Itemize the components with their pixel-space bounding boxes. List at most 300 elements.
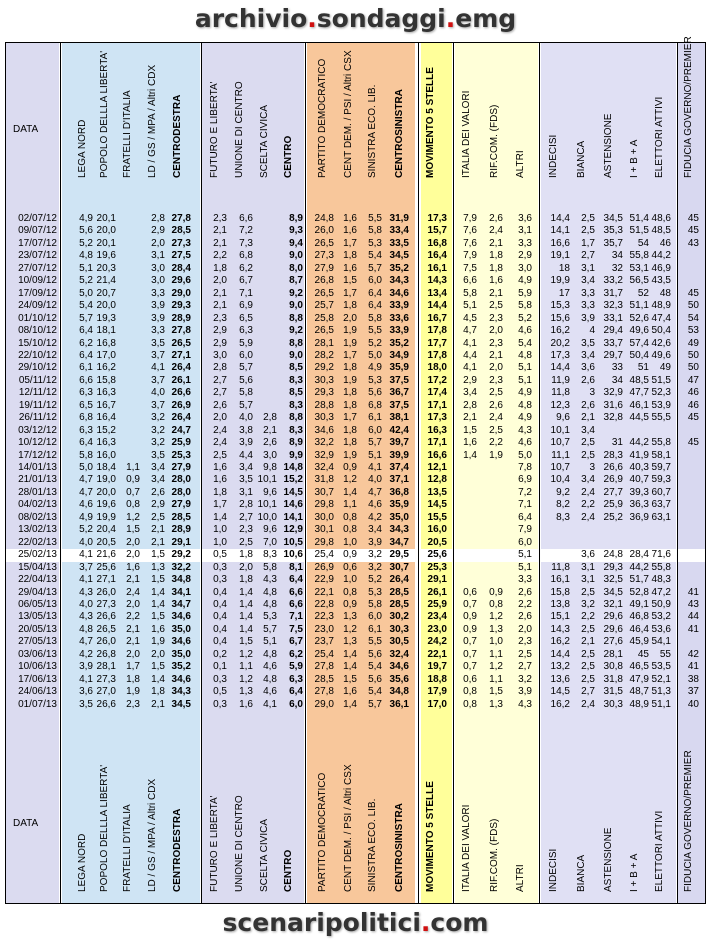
data-cell-idv: 0,7	[463, 598, 477, 610]
data-cell-pdl: 28,1	[96, 661, 116, 673]
data-cell-ibA: 56,5	[629, 275, 649, 287]
data-cell-ibA: 44,2	[629, 561, 649, 573]
data-cell-udc: 1,5	[239, 636, 253, 648]
data-cell-astensione: 34,5	[603, 586, 623, 598]
data-cell-cdx: 34,1	[171, 586, 191, 598]
data-cell-sel: 5,3	[368, 237, 382, 249]
data-cell-ibA: 46,5	[629, 661, 649, 673]
data-cell-m5s: 17,1	[427, 399, 447, 411]
data-cell-indecisi: 14,1	[550, 225, 570, 237]
column-header-top-cd: CENT DEM. / PSI / Altri CSX	[343, 50, 354, 178]
data-cell-idv: 4,4	[463, 349, 477, 361]
data-cell-pd: 23,0	[314, 623, 334, 635]
data-cell-lega: 5,7	[79, 312, 93, 324]
data-cell-fli: 0,2	[213, 648, 227, 660]
brand-header	[0, 4, 711, 33]
data-cell-csx: 34,3	[389, 524, 409, 536]
data-cell-elettori: 48,3	[651, 574, 671, 586]
data-cell-sel: 5,0	[368, 349, 382, 361]
date-header-top: DATA	[13, 124, 39, 135]
data-cell-cdx: 27,9	[171, 499, 191, 511]
data-cell-ibA: 55,8	[629, 250, 649, 262]
data-cell-pd: 30,3	[314, 412, 334, 424]
row-date: 04/02/13	[18, 499, 57, 511]
data-cell-ibA: 47,7	[629, 387, 649, 399]
data-cell-ld: 3,0	[151, 262, 165, 274]
data-cell-lega: 4,1	[79, 574, 93, 586]
data-cell-udc: 2,5	[239, 536, 253, 548]
data-cell-ibA: 41,9	[629, 449, 649, 461]
data-cell-lega: 4,7	[79, 486, 93, 498]
data-cell-sel: 6,0	[368, 611, 382, 623]
data-cell-cdx: 27,8	[171, 325, 191, 337]
data-cell-sel: 5,8	[368, 225, 382, 237]
data-cell-ld: 3,1	[151, 250, 165, 262]
data-cell-rif: 1,2	[489, 611, 503, 623]
data-cell-udc: 1,4	[239, 586, 253, 598]
data-cell-udc: 2,7	[239, 511, 253, 523]
data-cell-elettori: 63,1	[651, 511, 671, 523]
data-cell-fdi: 1,8	[126, 673, 140, 685]
data-cell-cd: 1,9	[343, 374, 357, 386]
data-cell-m5s: 15,5	[427, 511, 447, 523]
data-cell-cdx: 35,0	[171, 648, 191, 660]
data-cell-udc: 1,1	[239, 661, 253, 673]
data-cell-ibA: 48,7	[629, 686, 649, 698]
data-cell-ld: 1,4	[151, 598, 165, 610]
data-cell-cd: 1,1	[343, 499, 357, 511]
data-cell-csx: 37,5	[389, 374, 409, 386]
column-header-bottom-pd: PARTITO DEMOCRATICO	[317, 772, 328, 892]
data-cell-indecisi: 14,5	[550, 686, 570, 698]
data-cell-cd: 1,6	[343, 225, 357, 237]
data-cell-indecisi: 14,4	[550, 213, 570, 224]
data-cell-fli: 2,8	[213, 362, 227, 374]
data-cell-m5s: 19,7	[427, 661, 447, 673]
data-cell-rif: 2,2	[489, 437, 503, 449]
data-cell-cdx: 34,6	[171, 636, 191, 648]
data-cell-cd: 1,3	[343, 611, 357, 623]
data-cell-cd: 1,0	[343, 536, 357, 548]
data-cell-sel: 6,0	[368, 424, 382, 436]
data-cell-csx: 32,4	[389, 648, 409, 660]
data-cell-ibA: 57,4	[629, 337, 649, 349]
data-cell-centro: 9,3	[289, 225, 303, 237]
data-cell-indecisi: 10,4	[550, 474, 570, 486]
data-cell-fiducia: 46	[687, 399, 699, 411]
data-cell-cd: 1,7	[343, 287, 357, 299]
data-cell-ibA: 46,8	[629, 611, 649, 623]
data-cell-lega: 5,8	[79, 449, 93, 461]
data-cell-cd: 1,8	[343, 362, 357, 374]
data-cell-elettori: 52,3	[651, 387, 671, 399]
data-cell-centro: 14,1	[283, 511, 303, 523]
data-cell-sc: 9,6	[263, 524, 277, 536]
row-date: 27/05/13	[18, 636, 57, 648]
data-cell-udc: 5,7	[239, 399, 253, 411]
data-cell-csx: 39,7	[389, 437, 409, 449]
column-header-top-pdl: POPOLO DELLLA LIBERTA'	[99, 50, 110, 178]
data-cell-fdi: 2,0	[126, 648, 140, 660]
data-cell-fdi: 1,2	[126, 511, 140, 523]
column-header-bottom-astensione: ASTENSIONE	[603, 827, 614, 892]
data-cell-indecisi: 19,1	[550, 250, 570, 262]
data-cell-udc: 1,4	[239, 611, 253, 623]
data-cell-altri: 5,8	[518, 300, 532, 312]
data-cell-m5s: 16,7	[427, 312, 447, 324]
data-cell-centro: 9,0	[289, 300, 303, 312]
data-cell-cd: 1,7	[343, 412, 357, 424]
data-cell-ld: 3,3	[151, 287, 165, 299]
data-cell-bianca: 2,4	[581, 486, 595, 498]
data-cell-lega: 6,1	[79, 362, 93, 374]
brand-part: archivio	[194, 4, 308, 33]
data-cell-altri: 7,1	[518, 499, 532, 511]
data-cell-ibA: 46,4	[629, 623, 649, 635]
data-cell-fiducia: 45	[687, 225, 699, 237]
data-cell-astensione: 30,8	[603, 661, 623, 673]
table-border	[5, 903, 706, 904]
data-cell-altri: 5,9	[518, 287, 532, 299]
data-cell-lega: 6,3	[79, 387, 93, 399]
data-cell-altri: 3,1	[518, 225, 532, 237]
data-cell-fli: 1,8	[213, 262, 227, 274]
data-cell-idv: 7,6	[463, 225, 477, 237]
data-cell-lega: 6,4	[79, 349, 93, 361]
data-cell-udc: 6,8	[239, 250, 253, 262]
data-cell-sel: 5,5	[368, 325, 382, 337]
data-cell-elettori: 48,9	[651, 300, 671, 312]
data-cell-altri: 5,1	[518, 362, 532, 374]
data-cell-m5s: 17,4	[427, 387, 447, 399]
data-cell-altri: 7,8	[518, 462, 532, 473]
column-header-bottom-idv: ITALIA DEI VALORI	[461, 804, 472, 892]
data-cell-centro: 6,6	[289, 586, 303, 598]
data-cell-elettori: 55,8	[651, 437, 671, 449]
data-cell-astensione: 33,2	[603, 275, 623, 287]
data-cell-ld: 1,5	[151, 611, 165, 623]
data-cell-elettori: 48,6	[651, 213, 671, 224]
data-cell-pdl: 20,1	[96, 213, 116, 224]
data-cell-elettori: 53,5	[651, 661, 671, 673]
data-cell-cd: 1,6	[343, 213, 357, 224]
data-cell-m5s: 16,3	[427, 424, 447, 436]
data-cell-sc: 5,7	[263, 623, 277, 635]
data-cell-centro: 9,4	[289, 237, 303, 249]
data-cell-indecisi: 13,6	[550, 673, 570, 685]
data-cell-pdl: 20,4	[96, 524, 116, 536]
data-cell-m5s: 25,6	[427, 549, 447, 561]
data-cell-udc: 3,4	[239, 462, 253, 473]
data-cell-fiducia: 41	[687, 661, 699, 673]
data-cell-fdi: 1,6	[126, 561, 140, 573]
data-cell-cd: 1,4	[343, 661, 357, 673]
data-cell-ld: 3,9	[151, 312, 165, 324]
data-cell-pd: 25,4	[314, 648, 334, 660]
column-header-bottom-fdi: FRATELLI D'ITALIA	[122, 804, 133, 892]
data-cell-csx: 38,1	[389, 412, 409, 424]
data-cell-udc: 6,0	[239, 349, 253, 361]
data-cell-astensione: 31,6	[603, 399, 623, 411]
data-cell-astensione: 29,4	[603, 325, 623, 337]
data-cell-fiducia: 44	[687, 611, 699, 623]
data-cell-centro: 9,0	[289, 250, 303, 262]
data-cell-idv: 1,4	[463, 449, 477, 461]
data-cell-sc: 9,8	[263, 462, 277, 473]
data-cell-csx: 28,5	[389, 586, 409, 598]
row-date: 03/06/13	[18, 648, 57, 660]
data-cell-cdx: 28,9	[171, 312, 191, 324]
data-cell-astensione: 32,5	[603, 574, 623, 586]
data-cell-ibA: 51,7	[629, 574, 649, 586]
data-cell-m5s: 17,3	[427, 213, 447, 224]
data-cell-cdx: 28,5	[171, 511, 191, 523]
data-cell-astensione: 34	[611, 250, 623, 262]
row-date: 27/07/12	[18, 262, 57, 274]
data-cell-astensione: 27,7	[603, 486, 623, 498]
data-cell-cdx: 29,6	[171, 275, 191, 287]
data-cell-altri: 7,2	[518, 486, 532, 498]
data-cell-sel: 5,5	[368, 213, 382, 224]
data-cell-altri: 4,6	[518, 437, 532, 449]
data-cell-sc: 4,6	[263, 686, 277, 698]
data-cell-csx: 36,7	[389, 387, 409, 399]
data-cell-sc: 4,1	[263, 698, 277, 710]
data-cell-m5s: 17,8	[427, 349, 447, 361]
data-cell-udc: 2,8	[239, 499, 253, 511]
data-cell-pdl: 26,6	[96, 611, 116, 623]
data-cell-fiducia: 45	[687, 213, 699, 224]
data-cell-rif: 1,1	[489, 673, 503, 685]
data-cell-cd: 0,6	[343, 561, 357, 573]
data-cell-ibA: 44,5	[629, 412, 649, 424]
data-cell-centro: 8,3	[289, 399, 303, 411]
data-cell-bianca: 4	[589, 325, 595, 337]
data-cell-rif: 2,0	[489, 325, 503, 337]
data-cell-fdi: 2,0	[126, 549, 140, 561]
data-cell-lega: 3,5	[79, 698, 93, 710]
data-cell-fdi: 2,4	[126, 586, 140, 598]
data-cell-cdx: 26,4	[171, 362, 191, 374]
data-cell-fdi: 1,5	[126, 524, 140, 536]
column-header-bottom-pdl: POPOLO DELLLA LIBERTA'	[99, 764, 110, 892]
data-cell-altri: 3,3	[518, 237, 532, 249]
data-cell-centro: 8,3	[289, 424, 303, 436]
data-cell-lega: 4,0	[79, 598, 93, 610]
data-cell-centro: 10,6	[283, 549, 303, 561]
data-cell-pd: 34,6	[314, 424, 334, 436]
data-cell-centro: 5,9	[289, 661, 303, 673]
data-cell-bianca: 3	[589, 387, 595, 399]
data-cell-m5s: 13,5	[427, 486, 447, 498]
data-cell-astensione: 29,6	[603, 611, 623, 623]
data-cell-idv: 2,1	[463, 412, 477, 424]
data-cell-fli: 2,7	[213, 374, 227, 386]
data-cell-ibA: 48,5	[629, 374, 649, 386]
data-cell-cdx: 28,4	[171, 262, 191, 274]
data-cell-ld: 3,2	[151, 424, 165, 436]
data-cell-elettori: 50,9	[651, 598, 671, 610]
data-cell-elettori: 60,7	[651, 486, 671, 498]
data-cell-centro: 8,7	[289, 275, 303, 287]
data-cell-indecisi: 15,1	[550, 611, 570, 623]
data-cell-astensione: 32,3	[603, 300, 623, 312]
data-cell-udc: 6,5	[239, 312, 253, 324]
data-cell-m5s: 12,1	[427, 462, 447, 473]
data-cell-udc: 1,4	[239, 598, 253, 610]
data-cell-elettori: 51,1	[651, 698, 671, 710]
data-cell-altri: 6,4	[518, 511, 532, 523]
data-cell-bianca: 2,5	[581, 623, 595, 635]
data-cell-csx: 34,3	[389, 275, 409, 287]
data-cell-centro: 14,5	[283, 486, 303, 498]
row-date: 10/06/13	[18, 661, 57, 673]
data-cell-lega: 4,7	[79, 636, 93, 648]
data-cell-pd: 26,5	[314, 287, 334, 299]
data-cell-pd: 26,9	[314, 561, 334, 573]
column-divider	[201, 42, 202, 904]
data-cell-fiducia: 45	[687, 437, 699, 449]
data-cell-bianca: 2,2	[581, 611, 595, 623]
data-cell-indecisi: 14,3	[550, 623, 570, 635]
column-header-top-altri: ALTRI	[515, 150, 526, 178]
data-cell-m5s: 16,6	[427, 449, 447, 461]
data-cell-csx: 28,5	[389, 598, 409, 610]
data-cell-sel: 4,1	[368, 462, 382, 473]
data-cell-lega: 4,2	[79, 648, 93, 660]
data-cell-sel: 3,9	[368, 536, 382, 548]
data-cell-ld: 3,9	[151, 300, 165, 312]
data-cell-pdl: 16,8	[96, 337, 116, 349]
data-cell-lega: 4,8	[79, 623, 93, 635]
data-cell-fli: 2,3	[213, 213, 227, 224]
data-cell-ibA: 28,4	[629, 549, 649, 561]
row-date: 02/07/12	[18, 213, 57, 224]
data-cell-altri: 2,0	[518, 623, 532, 635]
data-cell-ibA: 51,5	[629, 225, 649, 237]
data-cell-sc: 4,8	[263, 648, 277, 660]
column-header-bottom-m5s: MOVIMENTO 5 STELLE	[425, 781, 436, 892]
data-cell-m5s: 14,4	[427, 300, 447, 312]
data-cell-pdl: 19,9	[96, 511, 116, 523]
data-cell-altri: 4,9	[518, 275, 532, 287]
data-cell-ld: 3,7	[151, 374, 165, 386]
data-cell-centro: 6,2	[289, 648, 303, 660]
data-cell-ld: 3,4	[151, 462, 165, 473]
data-cell-pdl: 17,0	[96, 349, 116, 361]
data-cell-m5s: 17,3	[427, 412, 447, 424]
data-cell-cdx: 26,5	[171, 337, 191, 349]
data-cell-sc: 10,1	[257, 499, 277, 511]
data-cell-csx: 33,6	[389, 312, 409, 324]
data-cell-rif: 2,6	[489, 213, 503, 224]
data-cell-centro: 12,9	[283, 524, 303, 536]
data-cell-lega: 6,8	[79, 412, 93, 424]
data-cell-altri: 5,1	[518, 561, 532, 573]
data-cell-udc: 6,2	[239, 262, 253, 274]
data-cell-udc: 6,9	[239, 300, 253, 312]
row-date: 03/12/12	[18, 424, 57, 436]
data-cell-pdl: 26,6	[96, 698, 116, 710]
data-cell-sc: 10,0	[257, 511, 277, 523]
data-cell-rif: 2,3	[489, 374, 503, 386]
data-cell-altri: 5,2	[518, 312, 532, 324]
data-cell-cd: 1,8	[343, 424, 357, 436]
data-cell-sc: 8,3	[263, 549, 277, 561]
data-cell-cdx: 34,6	[171, 673, 191, 685]
data-cell-csx: 39,9	[389, 449, 409, 461]
column-header-bottom-fiducia: FIDUCIA GOVERNO/PREMIER	[683, 750, 694, 892]
data-cell-sc: 2,6	[263, 437, 277, 449]
data-cell-lega: 5,4	[79, 300, 93, 312]
data-cell-bianca: 2,5	[581, 648, 595, 660]
data-cell-udc: 1,6	[239, 698, 253, 710]
data-cell-ibA: 51,1	[629, 300, 649, 312]
data-cell-ibA: 49,6	[629, 325, 649, 337]
data-cell-bianca: 2,6	[581, 374, 595, 386]
data-cell-indecisi: 16,2	[550, 636, 570, 648]
data-cell-sel: 4,7	[368, 486, 382, 498]
column-divider	[453, 42, 454, 904]
data-cell-pdl: 15,8	[96, 374, 116, 386]
data-cell-bianca: 3,6	[581, 549, 595, 561]
data-cell-csx: 42,4	[389, 424, 409, 436]
data-cell-ld: 4,1	[151, 362, 165, 374]
column-header-top-udc: UNIONE DI CENTRO	[234, 81, 245, 178]
data-cell-udc: 7,1	[239, 287, 253, 299]
data-cell-pdl: 27,3	[96, 673, 116, 685]
data-cell-rif: 1,0	[489, 636, 503, 648]
data-cell-bianca: 2,6	[581, 399, 595, 411]
data-cell-cdx: 34,6	[171, 611, 191, 623]
data-cell-sc: 4,8	[263, 673, 277, 685]
data-cell-cd: 0,8	[343, 586, 357, 598]
data-cell-udc: 5,9	[239, 337, 253, 349]
data-cell-pd: 28,2	[314, 349, 334, 361]
data-cell-centro: 6,0	[289, 698, 303, 710]
data-cell-astensione: 24,8	[603, 549, 623, 561]
data-cell-ibA: 52,8	[629, 586, 649, 598]
row-date: 08/02/13	[18, 511, 57, 523]
data-cell-udc: 1,8	[239, 549, 253, 561]
data-cell-idv: 4,1	[463, 362, 477, 374]
data-cell-elettori: 63,7	[651, 499, 671, 511]
data-cell-fli: 0,3	[213, 698, 227, 710]
data-cell-cdx: 35,2	[171, 661, 191, 673]
data-cell-pd: 26,5	[314, 325, 334, 337]
data-cell-fdi: 2,1	[126, 574, 140, 586]
data-cell-udc: 1,8	[239, 574, 253, 586]
data-cell-pd: 29,2	[314, 362, 334, 374]
data-cell-ibA: 49,1	[629, 598, 649, 610]
data-cell-fdi: 1,1	[126, 462, 140, 473]
data-cell-fli: 2,0	[213, 412, 227, 424]
data-cell-ld: 2,1	[151, 536, 165, 548]
data-cell-pd: 28,1	[314, 337, 334, 349]
data-cell-ld: 1,4	[151, 586, 165, 598]
data-cell-altri: 3,3	[518, 574, 532, 586]
data-cell-idv: 0,6	[463, 586, 477, 598]
data-cell-udc: 4,4	[239, 449, 253, 461]
data-cell-indecisi: 13,2	[550, 661, 570, 673]
data-cell-csx: 31,9	[389, 213, 409, 224]
data-cell-idv: 7,9	[463, 250, 477, 262]
data-cell-centro: 6,7	[289, 636, 303, 648]
column-header-bottom-lega: LEGA NORD	[77, 833, 88, 892]
data-cell-sc: 5,1	[263, 636, 277, 648]
data-cell-ibA: 39,3	[629, 486, 649, 498]
data-cell-cd: 1,3	[343, 636, 357, 648]
